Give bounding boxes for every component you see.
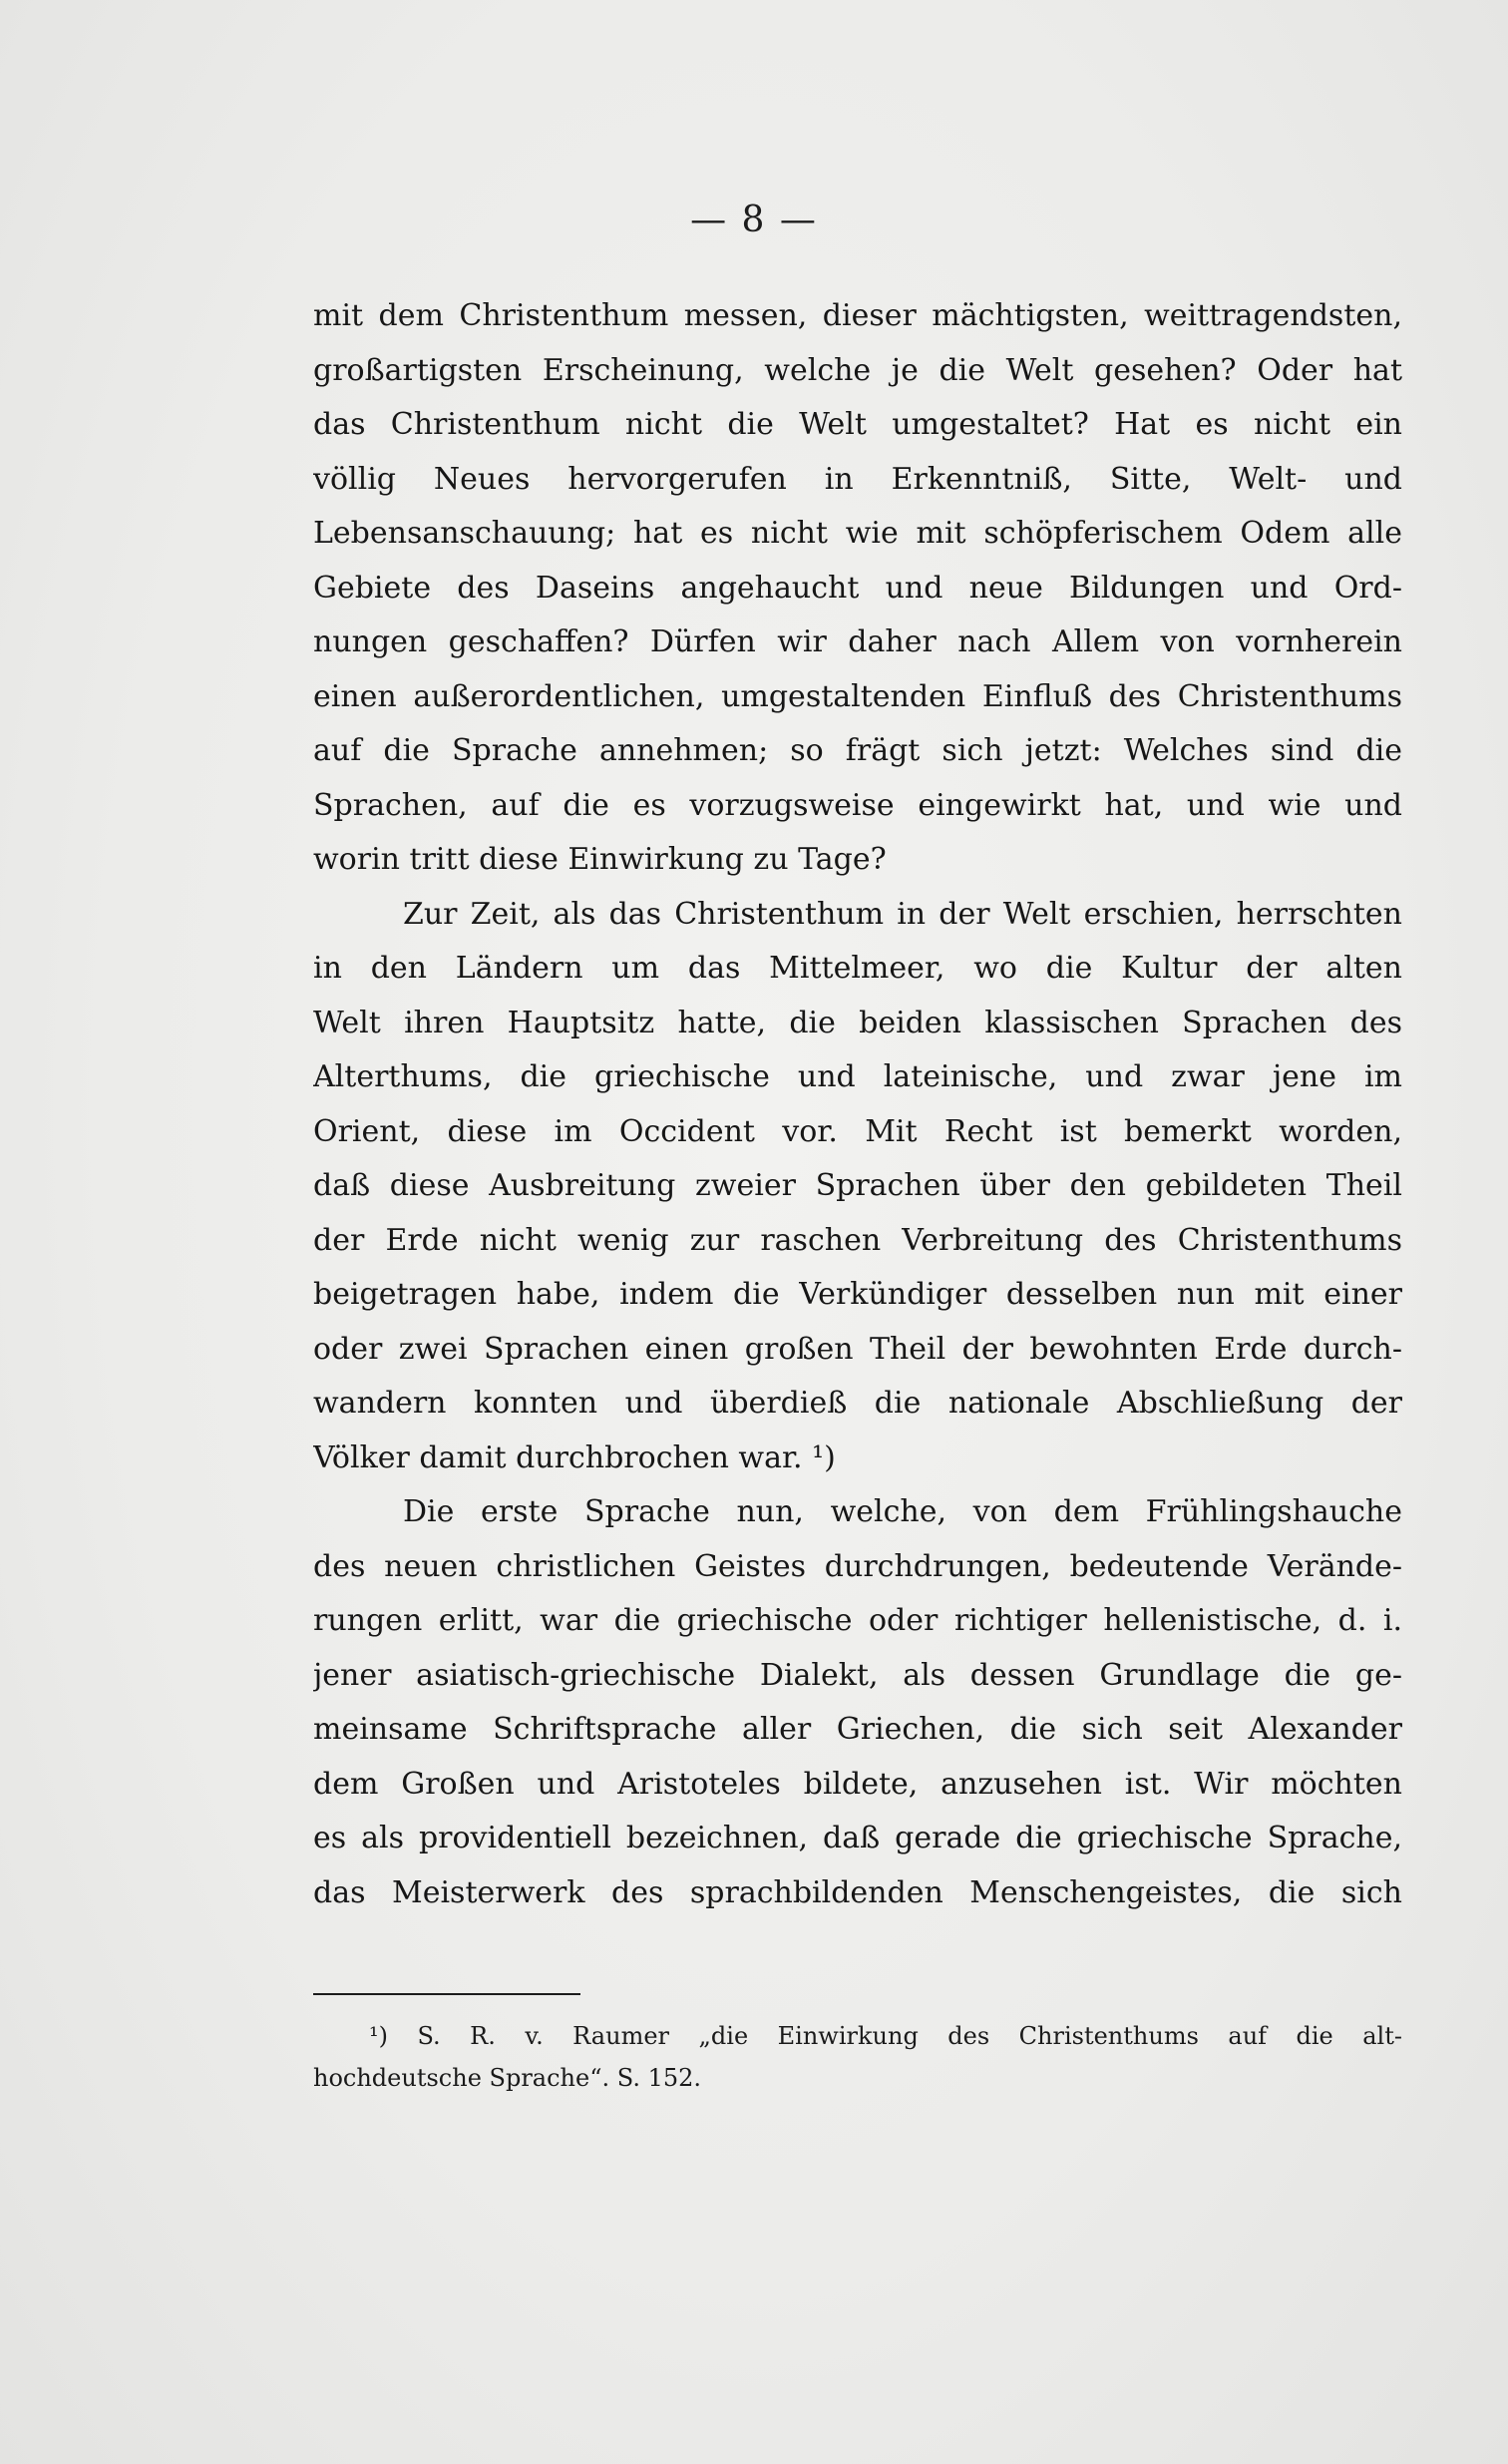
text-line: das Christenthum nicht die Welt umgestaltet? Hat es nicht ein	[313, 407, 1402, 442]
text-line: Orient, diese im Occident vor. Mit Recht ist bemerkt worden,	[313, 1113, 1402, 1149]
text-line: der Erde nicht wenig zur raschen Verbreitung des Christenthums	[313, 1222, 1402, 1258]
text-line: daß diese Ausbreitung zweier Sprachen über den gebildeten Theil	[313, 1168, 1402, 1203]
text-line: auf die Sprache annehmen; so frägt sich jetzt: Welches sind die	[313, 733, 1402, 768]
text-line: Lebensanschauung; hat es nicht wie mit schöpferischem Odem alle	[313, 516, 1402, 551]
paragraph-end-line: worin tritt diese Einwirkung zu Tage?	[313, 842, 887, 877]
text-line: Gebiete des Daseins angehaucht und neue Bildungen und Ord-	[313, 570, 1402, 606]
footnote-line: hochdeutsche Sprache“. S. 152.	[313, 2064, 702, 2092]
text-line: Sprachen, auf die es vorzugsweise eingewirkt hat, und wie und	[313, 787, 1402, 823]
text-line: oder zwei Sprachen einen großen Theil der bewohnten Erde durch-	[313, 1331, 1402, 1367]
text-line: nungen geschaffen? Dürfen wir daher nach Allem von vornherein	[313, 624, 1402, 659]
text-line: das Meisterwerk des sprachbildenden Menschengeistes, die sich	[313, 1874, 1402, 1910]
text-line: mit dem Christenthum messen, dieser mächtigsten, weittragendsten,	[313, 298, 1402, 333]
text-line: jener asiatisch-griechische Dialekt, als dessen Grundlage die ge-	[313, 1657, 1402, 1693]
text-line: es als providentiell bezeichnen, daß gerade die griechische Sprache,	[313, 1821, 1402, 1855]
paragraph-start-line: Die erste Sprache nun, welche, von dem Frühlingshauche	[403, 1494, 1402, 1529]
body-text	[313, 289, 1402, 1920]
text-line: großartigsten Erscheinung, welche je die Welt gesehen? Oder hat	[313, 352, 1402, 388]
footnote-divider	[313, 1993, 580, 1995]
footnote-line: ¹) S. R. v. Raumer „die Einwirkung des Christenthums auf die alt-	[369, 2022, 1402, 2050]
footnotes	[313, 2015, 1402, 2099]
text-line: des neuen christlichen Geistes durchdrungen, bedeutende Verände-	[313, 1548, 1402, 1584]
text-line: meinsame Schriftsprache aller Griechen, die sich seit Alexander	[313, 1712, 1402, 1747]
paragraph-end-line: Völker damit durchbrochen war. ¹)	[313, 1439, 836, 1475]
paragraph-start-line: Zur Zeit, als das Christenthum in der Welt erschien, herrschten	[403, 896, 1402, 932]
text-line: Alterthums, die griechische und lateinische, und zwar jene im	[313, 1059, 1402, 1094]
page-number: — 8 —	[690, 200, 818, 240]
text-line: beigetragen habe, indem die Verkündiger desselben nun mit einer	[313, 1277, 1402, 1312]
text-line: dem Großen und Aristoteles bildete, anzusehen ist. Wir möchten	[313, 1766, 1402, 1802]
text-line: völlig Neues hervorgerufen in Erkenntniß, Sitte, Welt- und	[313, 461, 1402, 497]
text-line: wandern konnten und überdieß die nationale Abschließung der	[313, 1386, 1402, 1421]
text-line: in den Ländern um das Mittelmeer, wo die Kultur der alten	[313, 951, 1402, 986]
text-line: Welt ihren Hauptsitz hatte, die beiden klassischen Sprachen des	[313, 1005, 1402, 1040]
text-line: einen außerordentlichen, umgestaltenden Einfluß des Christenthums	[313, 678, 1402, 714]
text-line: rungen erlitt, war die griechische oder richtiger hellenistische, d. i.	[313, 1603, 1402, 1638]
